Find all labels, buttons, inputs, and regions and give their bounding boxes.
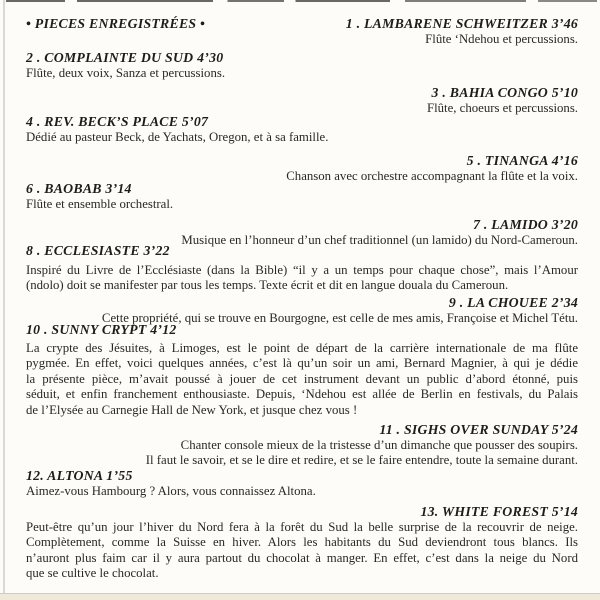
track-description-line: que se cultive le chocolat. bbox=[26, 566, 159, 580]
track-title: 1 . LAMBARENE SCHWEITZER 3’46 bbox=[345, 16, 578, 31]
track-entry-2 bbox=[26, 50, 578, 81]
track-description-line: Musique en l’honneur d’un chef traditionnel (un lamido) du Nord-Cameroun. bbox=[181, 232, 578, 247]
track-entry-8 bbox=[26, 243, 578, 294]
track-entry-6 bbox=[26, 181, 578, 212]
track-title: 8 . ECCLESIASTE 3’22 bbox=[26, 243, 170, 258]
track-entry-10 bbox=[26, 322, 578, 418]
track-description-line: séduit, et enfin franchement enthousiaste. Depuis, ‘Ndehou est allée de Berlin en festivals, du Palais bbox=[26, 387, 578, 401]
track-entry-5 bbox=[26, 153, 578, 184]
track-entry-1 bbox=[26, 16, 578, 47]
track-description-line: Il faut le savoir, et se le dire et redire, et se le faire entendre, toute la semaine durant. bbox=[145, 453, 578, 467]
track-title: 7 . LAMIDO 3’20 bbox=[473, 217, 578, 232]
track-entry-3 bbox=[26, 85, 578, 116]
track-entry-13 bbox=[26, 504, 578, 582]
track-title: 6 . BAOBAB 3’14 bbox=[26, 181, 132, 196]
track-entry-4 bbox=[26, 114, 578, 145]
track-description-line: Dédié au pasteur Beck, de Yachats, Oregon, et à sa famille. bbox=[26, 129, 329, 144]
track-title: 2 . COMPLAINTE DU SUD 4’30 bbox=[26, 50, 224, 65]
track-description-line: (ndolo) doit se manifester par tous les temps. Texte écrit et dit en langue douala du Cameroun. bbox=[26, 278, 509, 292]
track-title: 3 . BAHIA CONGO 5’10 bbox=[431, 85, 578, 100]
track-description-line: n’auront plus faim car il y aura partout du chocolat à manger. En effet, c’est dans la neige du Nord bbox=[26, 550, 578, 565]
track-description-line: Chanson avec orchestre accompagnant la flûte et la voix. bbox=[286, 168, 578, 183]
track-title: 9 . LA CHOUEE 2’34 bbox=[448, 295, 578, 310]
track-title: 12. ALTONA 1’55 bbox=[26, 468, 133, 483]
track-title: 11 . SIGHS OVER SUNDAY 5’24 bbox=[379, 422, 578, 437]
track-title: 10 . SUNNY CRYPT 4’12 bbox=[26, 322, 177, 337]
track-description-line: Flûte, deux voix, Sanza et percussions. bbox=[26, 65, 226, 80]
track-description-line: Complètement, comme la Suisse en hiver. Alors les habitants du Sud deviendront tous blancs. Ils bbox=[26, 535, 578, 549]
track-description-line: de l’Elysée au Carnegie Hall de New York, et jusque chez vous ! bbox=[26, 402, 358, 417]
track-description-line: Peut-être qu’un jour l’hiver du Nord fera à la forêt du Sud la belle surprise de la recouvrir de neige. bbox=[26, 519, 578, 534]
track-description-line: Cette propriété, qui se trouve en Bourgogne, est celle de mes amis, Françoise et Michel Tétu. bbox=[101, 310, 578, 325]
page-title: • PIECES ENREGISTRÉES • bbox=[26, 16, 206, 31]
track-entry-11 bbox=[26, 422, 578, 469]
track-description-line: pygmée. En effet, voici quelques années, c’est là qu’un soir un ami, Bernard Magnier, à qui je dédie bbox=[26, 356, 578, 370]
scan-crease-left bbox=[3, 0, 5, 600]
track-description-line: La crypte des Jésuites, à Limoges, est le point de départ de la carrière internationale de ma flûte bbox=[26, 340, 578, 355]
track-title: 4 . REV. BECK’S PLACE 5’07 bbox=[26, 114, 209, 129]
track-description-line: Inspiré du Livre de l’Ecclésiaste (dans la Bible) “il y a un temps pour chaque chose”, mais l’Amour bbox=[26, 262, 578, 277]
track-title: 13. WHITE FOREST 5’14 bbox=[420, 504, 578, 519]
track-description-line: Aimez-vous Hambourg ? Alors, vous connaissez Altona. bbox=[26, 483, 316, 498]
track-description-line: Flûte et ensemble orchestral. bbox=[26, 196, 174, 211]
track-description-line: Chanter console mieux de la tristesse d’un dimanche que pousser des soupirs. bbox=[180, 437, 578, 452]
track-description-line: la présente pièce, m’avait poussé à jouer de cet instrument devant un public d’abord étonné, puis bbox=[26, 371, 578, 386]
track-description-line: Flûte ‘Ndehou et percussions. bbox=[425, 31, 578, 46]
track-description-line: Flûte, choeurs et percussions. bbox=[426, 100, 578, 115]
scan-edge-top bbox=[6, 0, 597, 2]
scan-edge-bottom bbox=[0, 593, 600, 600]
track-entry-12 bbox=[26, 468, 578, 499]
track-title: 5 . TINANGA 4’16 bbox=[466, 153, 578, 168]
